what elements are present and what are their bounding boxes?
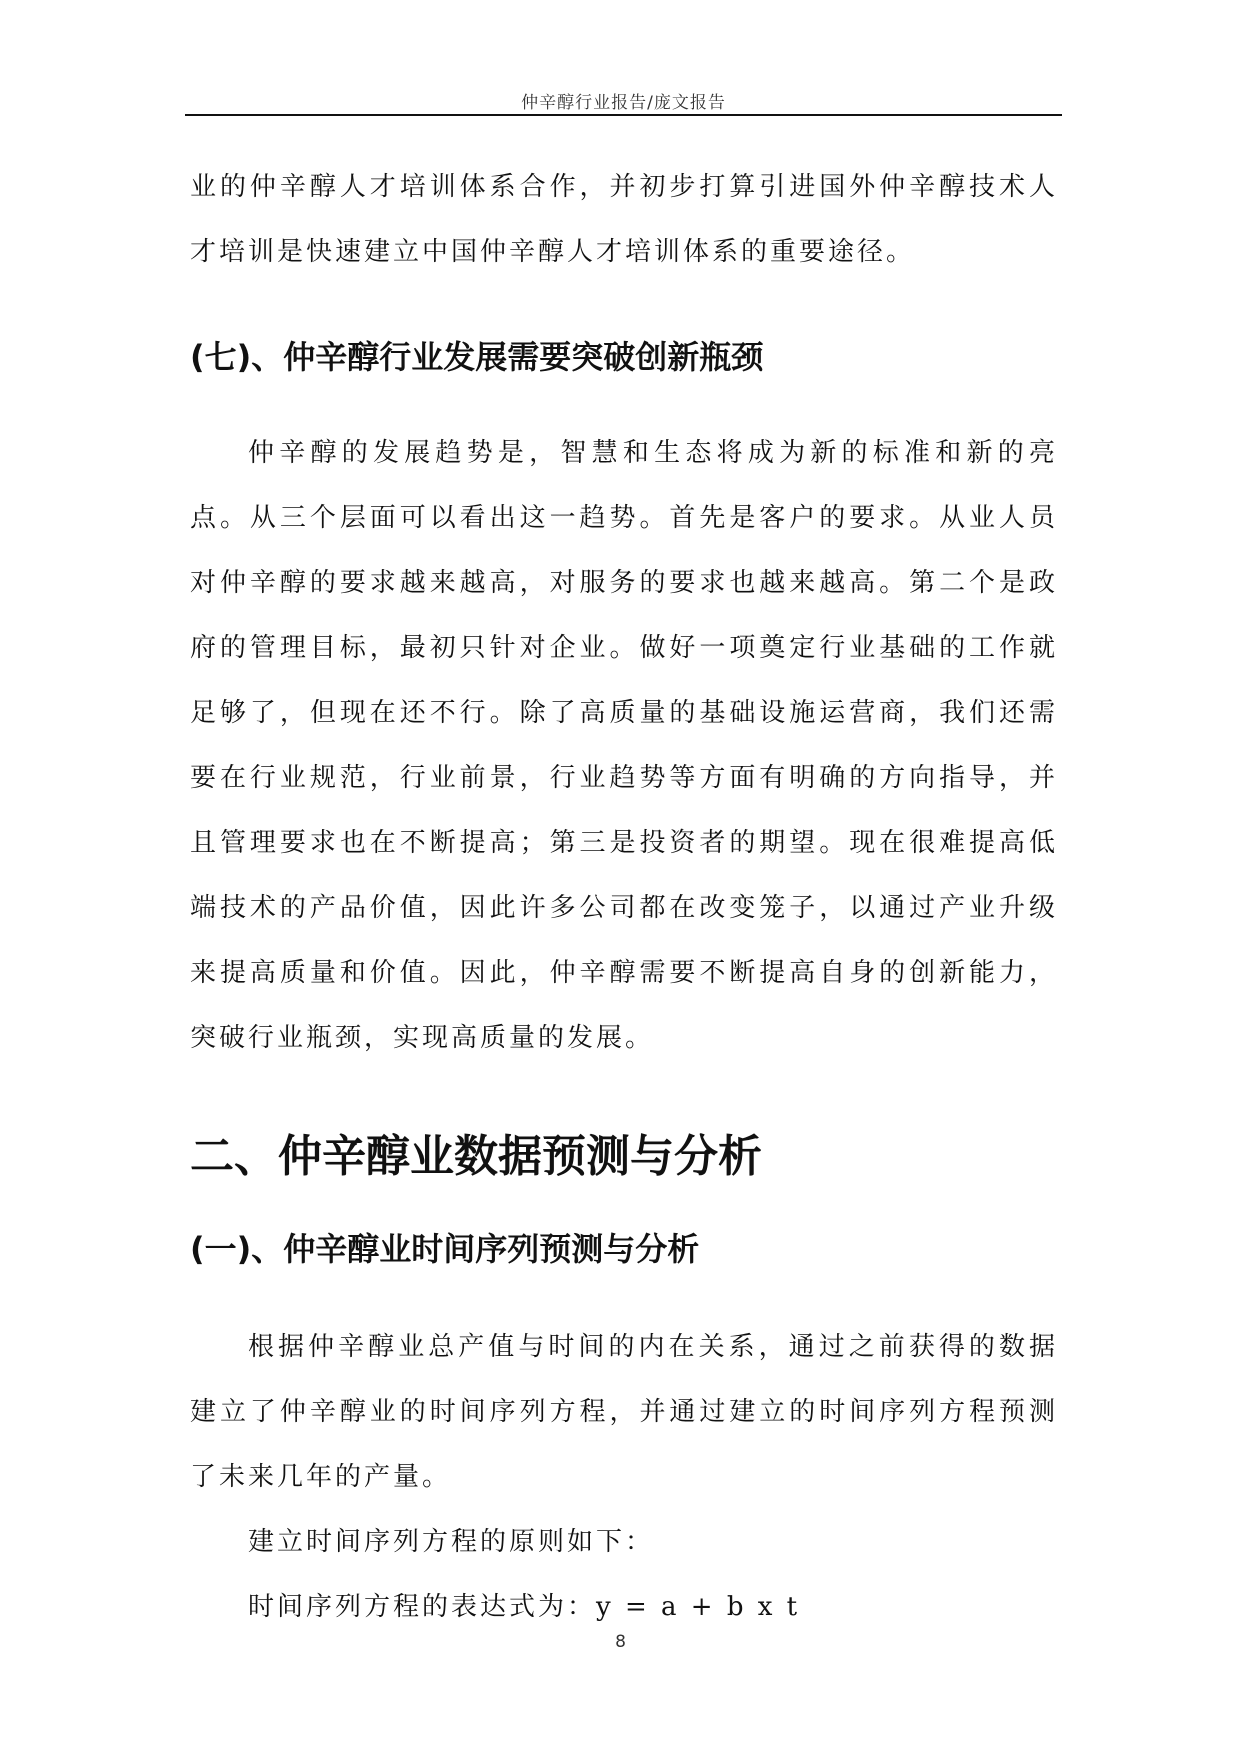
paragraph-time-series-intro: 根据仲辛醇业总产值与时间的内在关系，通过之前获得的数据建立了仲辛醇业的时间序列方程，并通过建立的时间序列方程预测了未来几年的产量。 [190, 1332, 1058, 1492]
paragraph-talent-training: 业的仲辛醇人才培训体系合作，并初步打算引进国外仲辛醇技术人才培训是快速建立中国仲辛醇人才培训体系的重要途径。 [190, 172, 1058, 267]
page-number: 8 [615, 1632, 626, 1652]
running-header: 仲辛醇行业报告/庞文报告 [521, 93, 726, 113]
paragraph-principles: 建立时间序列方程的原则如下： [248, 1527, 655, 1557]
section-heading-innovation: (七)、仲辛醇行业发展需要突破创新瓶颈 [190, 338, 764, 376]
section-heading-time-series: (一)、仲辛醇业时间序列预测与分析 [190, 1230, 700, 1268]
paragraph-development-trend: 仲辛醇的发展趋势是，智慧和生态将成为新的标准和新的亮点。从三个层面可以看出这一趋势。首先是客户的要求。从业人员对仲辛醇的要求越来越高，对服务的要求也越来越高。第二个是政府的管理目标，最初只针对企业。做好一项奠定行业基础的工作就足够了，但现在还不行。除了高质量的基础设施运营商，我们还需要在行业规范，行业前景，行业趋势等方面有明确的方向指导，并且管理要求也在不断提高；第三是投资者的期望。现在很难提高低端技术的产品价值，因此许多公司都在改变笼子，以通过产业升级来提高质量和价值。因此，仲辛醇需要不断提高自身的创新能力，突破行业瓶颈，实现高质量的发展。 [190, 438, 1058, 1053]
page-body [190, 155, 1058, 1640]
paragraph-equation: 时间序列方程的表达式为：y = a + b x t [248, 1592, 801, 1622]
chapter-heading-forecast: 二、仲辛醇业数据预测与分析 [190, 1131, 762, 1182]
header-divider [185, 114, 1062, 116]
